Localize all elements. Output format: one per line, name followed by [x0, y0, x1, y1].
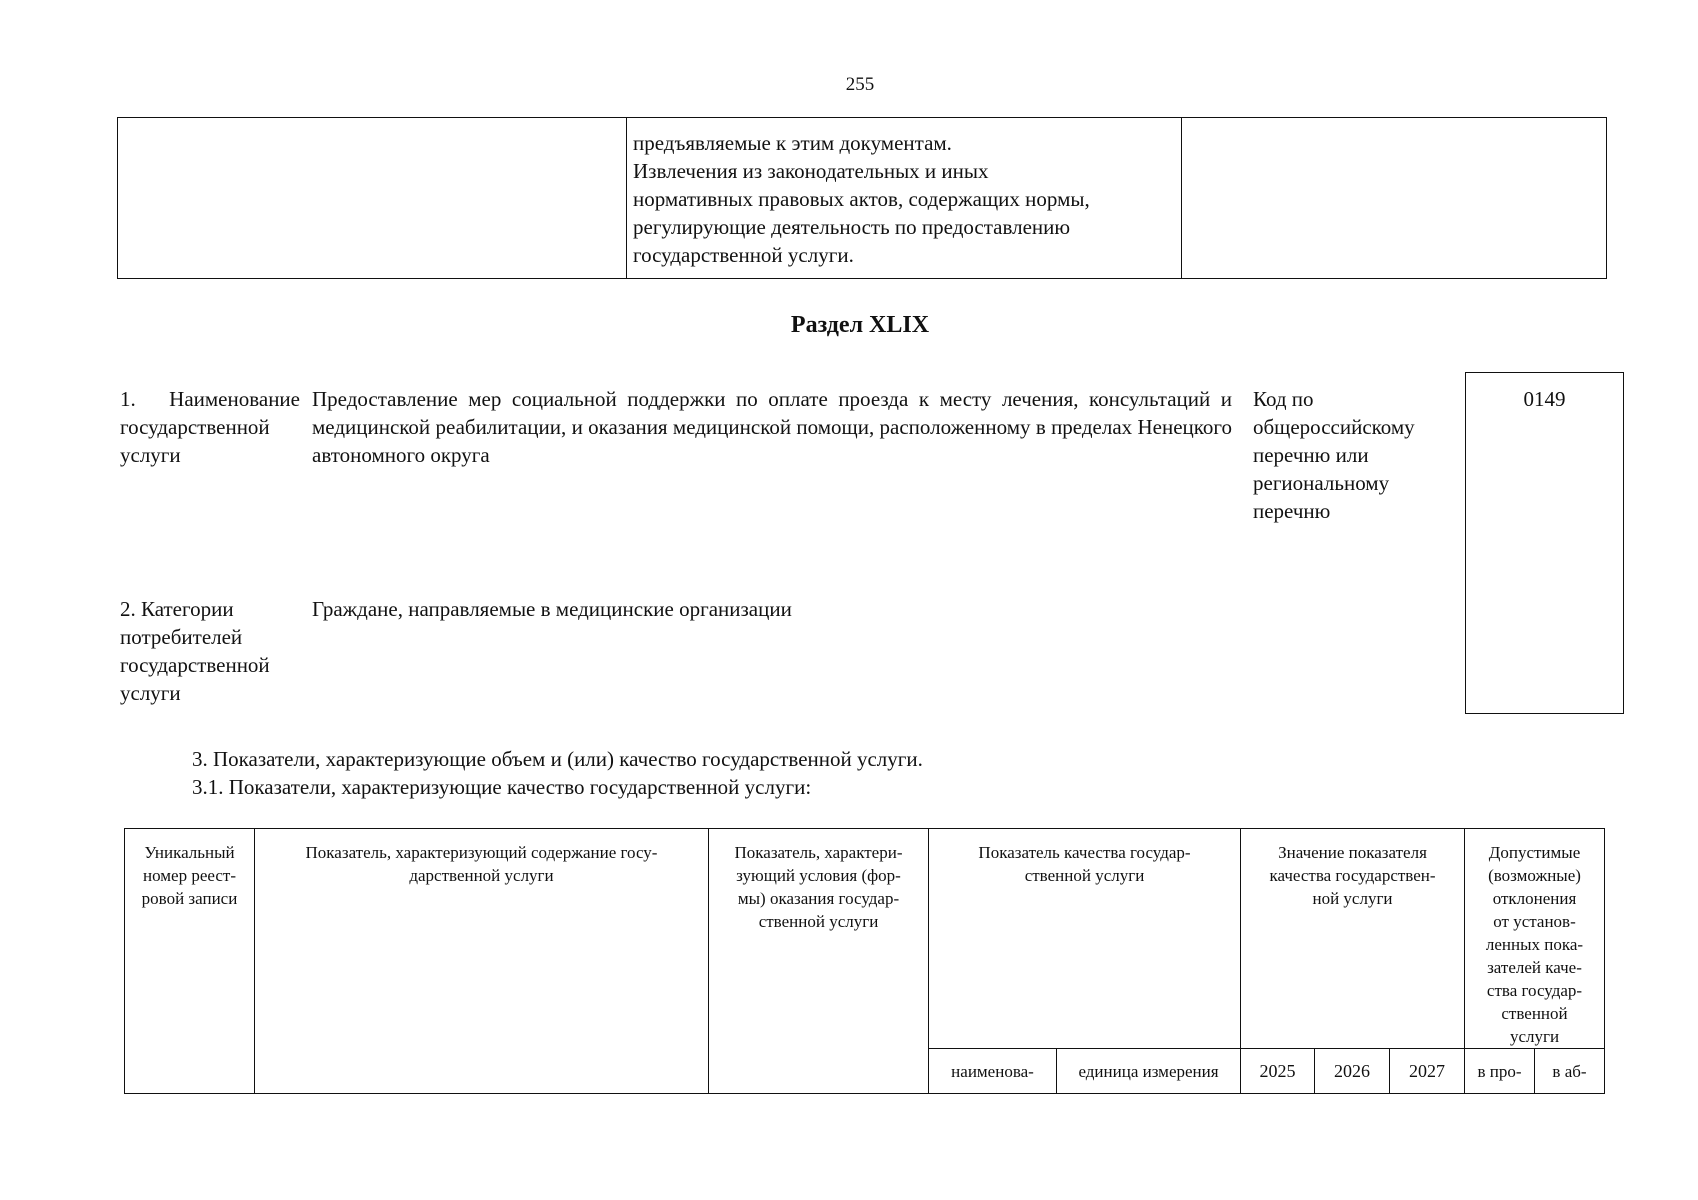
subheader-name: наименова-	[929, 1049, 1057, 1094]
continuation-line: регулирующие деятельность по предоставлению	[633, 215, 1071, 239]
consumer-category-label-line: государственной	[120, 653, 270, 677]
continuation-line: предъявляемые к этим документам.	[633, 131, 952, 155]
header-line: ной услуги	[1312, 889, 1393, 908]
header-line: ства государ-	[1486, 981, 1583, 1000]
header-line: отклонения	[1492, 889, 1577, 908]
continuation-table	[117, 117, 1607, 279]
consumer-category-label-line: 2. Категории	[120, 597, 234, 621]
consumer-category-label-line: потребителей	[120, 625, 243, 649]
header-allowed-deviations	[1465, 829, 1605, 1049]
service-name-value: Предоставление мер социальной поддержки по оплате проезда к месту лечения, консультаций и медицинской реабилитации, и оказания медицинской помощи, расположенному в пределах Ненецкого автономного округа	[312, 387, 1232, 467]
header-conditions-indicator	[709, 829, 929, 1094]
subheader-year-2026: 2026	[1315, 1049, 1390, 1094]
header-line: ственной услуги	[1024, 866, 1145, 885]
header-line: номер реест-	[143, 866, 236, 885]
header-line: Показатель, характери-	[734, 843, 903, 862]
subheader-year-2027: 2027	[1390, 1049, 1465, 1094]
header-quality-indicator	[929, 829, 1241, 1049]
code-label	[1253, 385, 1453, 525]
header-line: зателей каче-	[1487, 958, 1582, 977]
code-label-line: региональному	[1253, 471, 1390, 495]
header-line: дарственной услуги	[409, 866, 554, 885]
consumer-category-value: Граждане, направляемые в медицинские организации	[312, 597, 792, 621]
header-line: Значение показателя	[1278, 843, 1427, 862]
header-registry-number	[125, 829, 255, 1094]
header-line: ленных пока-	[1485, 935, 1584, 954]
header-line: мы) оказания государ-	[737, 889, 900, 908]
heading-3-1: 3.1. Показатели, характеризующие качество государственной услуги:	[192, 775, 812, 799]
header-line: ственной	[1501, 1004, 1568, 1023]
section-title: Раздел XLIX	[790, 312, 930, 338]
header-line: качества государствен-	[1269, 866, 1436, 885]
header-line: зующий условия (фор-	[736, 866, 901, 885]
code-box	[1465, 372, 1624, 714]
heading-3: 3. Показатели, характеризующие объем и (или) качество государственной услуги.	[192, 747, 923, 771]
continuation-cell-empty-right	[1182, 118, 1607, 279]
subheader-absolute: в аб-	[1535, 1049, 1605, 1094]
subheader-year-2025: 2025	[1241, 1049, 1315, 1094]
consumer-category-label	[120, 595, 300, 707]
header-line: Показатель, характеризующий содержание госу-	[305, 843, 658, 862]
header-line: Допустимые	[1488, 843, 1581, 862]
header-content-indicator	[255, 829, 709, 1094]
header-line: ственной услуги	[758, 912, 879, 931]
consumer-category-label-line: услуги	[120, 681, 181, 705]
continuation-cell-empty-left	[118, 118, 627, 279]
header-line: от установ-	[1493, 912, 1576, 931]
continuation-cell-text	[627, 118, 1182, 279]
continuation-line: государственной услуги.	[633, 243, 854, 267]
service-name-label: 1. Наименование государственной услуги	[120, 387, 300, 467]
code-label-line: Код по	[1253, 387, 1314, 411]
header-line: (возможные)	[1488, 866, 1581, 885]
code-label-line: общероссийскому	[1253, 415, 1415, 439]
code-label-line: перечню или	[1253, 443, 1369, 467]
header-line: Показатель качества государ-	[978, 843, 1191, 862]
continuation-line: нормативных правовых актов, содержащих нормы,	[633, 187, 1090, 211]
continuation-line: Извлечения из законодательных и иных	[633, 159, 989, 183]
page-number: 255	[845, 74, 875, 95]
code-label-line: перечню	[1253, 499, 1331, 523]
header-line: Уникальный	[144, 843, 235, 862]
header-line: ровой записи	[141, 889, 238, 908]
subheader-percent: в про-	[1465, 1049, 1535, 1094]
header-line: услуги	[1509, 1027, 1560, 1046]
header-indicator-value	[1241, 829, 1465, 1049]
code-value: 0149	[1523, 387, 1566, 411]
quality-indicators-table	[124, 828, 1605, 1094]
subheader-unit: единица измерения	[1057, 1049, 1241, 1094]
